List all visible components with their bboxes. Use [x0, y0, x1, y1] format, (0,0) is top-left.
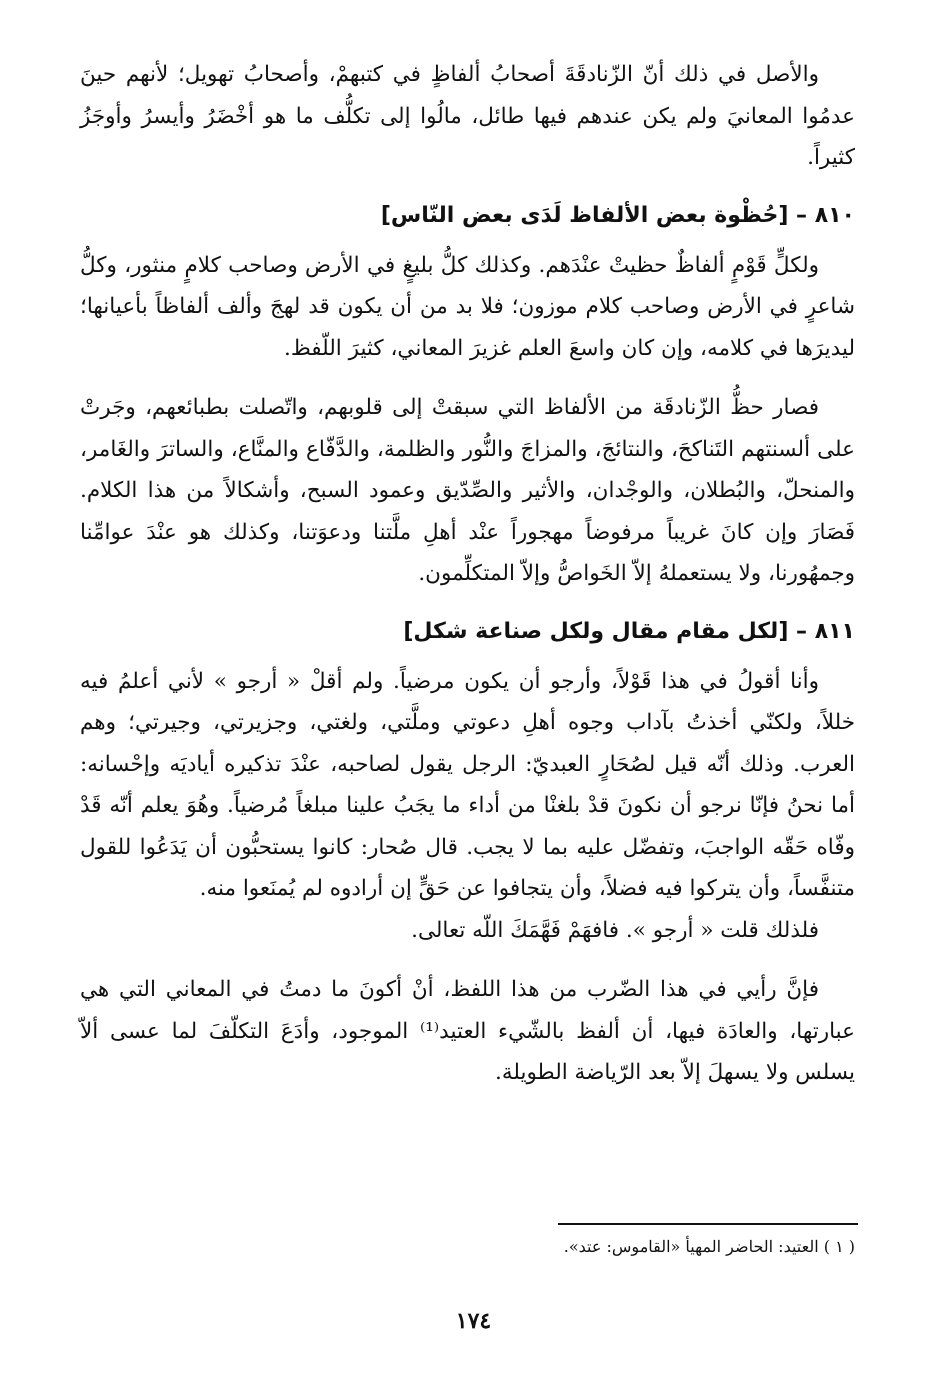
- paragraph-5: فلذلك قلت « أرجو ». فافهَمْ فَهَّمَكَ اللّه تعالى.: [411, 917, 819, 943]
- paragraph-2: ولكلٍّ قَوْمٍ ألفاظٌ حظيتْ عنْدَهم. وكذلك كلُّ بليغٍ في الأرض وصاحب كلامٍ منثور، وكلُّ شاعرٍ في الأرض وصاحب كلام موزون؛ فلا بد من أن يكون قد لهجَ وألف ألفاظاً بأعيانها؛ ليديرَها في كلامه، وإن كان واسعَ العلم غزيرَ المعاني، كثيرَ اللّفظ.: [80, 252, 855, 361]
- footnote-divider: [558, 1223, 858, 1225]
- paragraph-3: فصار حظُّ الزّنادقَة من الألفاظ التي سبقتْ إلى قلوبهم، واتّصلت بطبائعهم، وجَرتْ على ألسنتهم التَناكحَ، والنتائجَ، والمزاجَ والنُّور والظلمة، والدَّفّاع والمنَّاع، والساترَ والغَامر، والمنحلّ، والبُطلان، والوجْدان، والأثير والصِّدّيق وعمود السبح، وأشكالاً من هذا الكلام. فَصَارَ وإن كانَ غريباً مرفوضاً مهجوراً عنْد أهلِ ملَّتنا ودعوَتنا، وكذلك هو عنْدَ عوامِّنا وجمهُورنا، ولا يستعملهُ إلاّ الخَواصُّ وإلاّ المتكلِّمون.: [80, 395, 855, 586]
- footnote: ( ١ ) العتيد: الحاضر المهيأ «القاموس: عتد».: [563, 1237, 855, 1256]
- section-heading-811: ٨١١ – [لكل مقام مقال ولكل صناعة شكل]: [403, 618, 855, 644]
- paragraph-6: فإنَّ رأيي في هذا الضّرب من هذا اللفظ، أنْ أكونَ ما دمتُ في المعاني التي هي عبارتها، والعادَة فيها، أن ألفظ بالشّيء العتيد⁽¹⁾ الموجود، وأدَعَ التكلّفَ لما عسى ألاّ يسلس ولا يسهلَ إلاّ بعد الرّياضة الطويلة.: [80, 977, 855, 1085]
- page-number: ١٧٤: [455, 1308, 492, 1334]
- paragraph-4: وأنا أقولُ في هذا قَوْلاً، وأرجو أن يكون مرضياً. ولم أقلْ « أرجو » لأني أعلمُ فيه خللاً، ولكنّي أخذتُ بآداب وجوه أهلِ دعوتي وملَّتي، ولغتي، وجزيرتي، وجيرتي؛ وهم العرب. وذلك أنّه قيل لصُحَارٍ العبديّ: الرجل يقول لصاحبه، عنْدَ تذكيره أياديَه وإحْسانه: أما نحنُ فإنّا نرجو أن نكونَ قدْ بلغنْا من أداء ما يجَبُ علينا مبلغاً مُرضياً. وهُوَ يعلم أنّه قَدْ وفّاه حَقّه الواجبَ، وتفضّل عليه بما لا يجب. قال صُحار: كانوا يستحبُّون أن يَدَعُوا للقول متنفَّساً، وأن يتركوا فيه فضلاً، وأن يتجافوا عن حَقٍّ إن أرادوه لم يُمنَعوا منه.: [80, 668, 855, 901]
- paragraph-1: والأصل في ذلك أنّ الزّنادقَةَ أصحابُ ألفاظٍ في كتبهمْ، وأصحابُ تهويل؛ لأنهم حينَ عدمُوا المعانيَ ولم يكن عندهم فيها طائل، مالُوا إلى تكلُّف ما هو أخْضَرُ وأيسرُ وأوجَزُ كثيراً.: [80, 62, 855, 170]
- main-text: [80, 54, 855, 1094]
- section-heading-810: ٨١٠ – [حُظْوة بعض الألفاظ لَدَى بعض النّاس]: [380, 202, 855, 228]
